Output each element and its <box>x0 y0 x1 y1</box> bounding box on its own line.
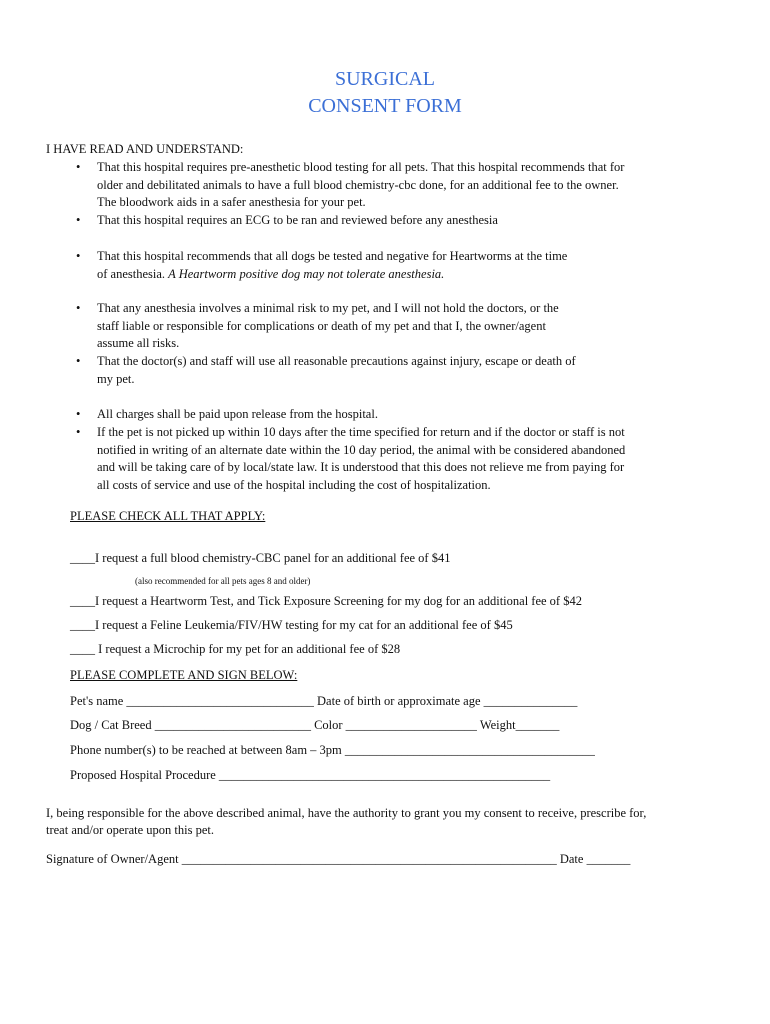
bullet-3: That this hospital recommends that all dogs be tested and negative for Heartworms at the time of anesthesia. A Heartworm positive dog may not tolerate anesthesia. <box>97 249 568 281</box>
check-blood-chemistry[interactable]: ____I request a full blood chemistry-CBC panel for an additional fee of $41 <box>70 551 451 565</box>
heartworm-warning: A Heartworm positive dog may not tolerate anesthesia. <box>168 266 445 281</box>
bullet-1: That this hospital requires pre-anesthetic blood testing for all pets. That this hospital recommends that for older and debilitated animals to have a full blood chemistry-cbc done, for an additional fee to the owner. The bloodwork aids in a safer anesthesia for your pet. <box>97 160 625 209</box>
check-feline-leukemia[interactable]: ____I request a Feline Leukemia/FIV/HW testing for my cat for an additional fee of $45 <box>70 618 513 632</box>
bullet-7: If the pet is not picked up within 10 days after the time specified for return and if the doctor or staff is not notified in writing of an alternate date within the 10 day period, the animal with be considered abandoned and will be taking care of by local/state law. It is understood that this does not relieve me from paying for all costs of service and use of the hospital including the cost of hospitalization. <box>97 425 626 492</box>
phone-field[interactable]: Phone number(s) to be reached at between 8am – 3pm ________________________________________ <box>70 743 595 757</box>
check-note: (also recommended for all pets ages 8 and older) <box>135 576 311 586</box>
bullet-6: All charges shall be paid upon release from the hospital. <box>97 407 378 421</box>
procedure-field[interactable]: Proposed Hospital Procedure _____________________________________________________ <box>70 768 551 782</box>
complete-heading: PLEASE COMPLETE AND SIGN BELOW: <box>70 668 298 682</box>
bullet-4: That any anesthesia involves a minimal risk to my pet, and I will not hold the doctors, or the staff liable or responsible for complications or death of my pet and that I, the owner/agent assume all risks. <box>97 301 559 350</box>
title-line-2: CONSENT FORM <box>308 95 462 117</box>
consent-line-2: treat and/or operate upon this pet. <box>46 823 214 837</box>
intro-heading: I HAVE READ AND UNDERSTAND: <box>46 142 244 156</box>
dog-cat-field[interactable]: Dog / Cat Breed _________________________ Color _____________________ Weight_______ <box>70 718 560 732</box>
bullet-2: That this hospital requires an ECG to be ran and reviewed before any anesthesia <box>97 213 498 227</box>
check-microchip[interactable]: ____ I request a Microchip for my pet for an additional fee of $28 <box>70 642 401 656</box>
signature-field[interactable]: Signature of Owner/Agent ____________________________________________________________ Date _______ <box>46 852 631 866</box>
check-heading: PLEASE CHECK ALL THAT APPLY: <box>70 509 266 523</box>
pets-name-field[interactable]: Pet's name ______________________________ Date of birth or approximate age _______________ <box>70 694 578 708</box>
consent-line-1: I, being responsible for the above described animal, have the authority to grant you my consent to receive, prescribe for, <box>46 806 647 820</box>
title-line-1: SURGICAL <box>334 68 435 90</box>
bullet-5: That the doctor(s) and staff will use all reasonable precautions against injury, escape or death of my pet. <box>97 354 576 386</box>
check-heartworm-test[interactable]: ____I request a Heartworm Test, and Tick Exposure Screening for my dog for an additional fee of $42 <box>70 594 582 608</box>
